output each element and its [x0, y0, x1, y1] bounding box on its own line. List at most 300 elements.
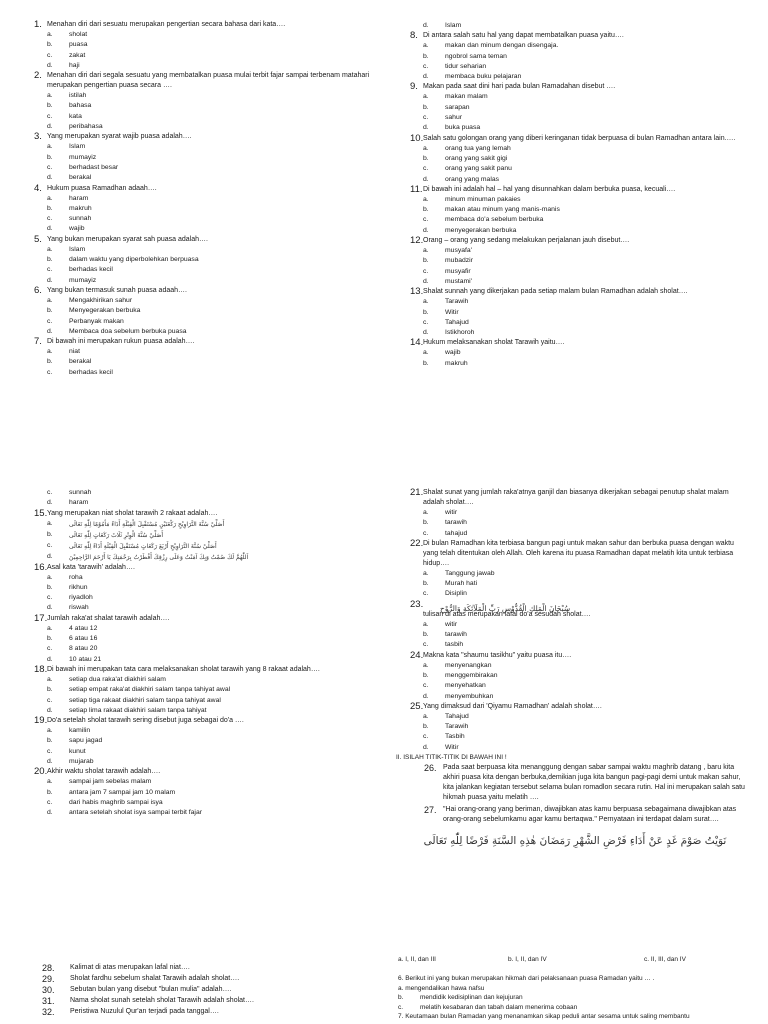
question-text: Di bulan Ramadhan kita terbiasa bangun pagi untuk makan sahur dan berbuka puasa dengan waktu yang telah ditentukan oleh Allah. Oleh karena itu puasa Ramadhan dapat melatih kita untuk terbiasa hidup…. — [423, 539, 734, 567]
question-text: Di bawah ini adalah hal – hal yang disunnahkan dalam berbuka puasa, kecuali…. — [423, 185, 676, 193]
option-letter: c. — [47, 317, 53, 325]
option — [410, 508, 745, 518]
option-letter: d. — [47, 809, 53, 817]
option-text: mubadzir — [445, 257, 473, 265]
option — [34, 30, 374, 40]
question-23: 23. — [410, 598, 424, 610]
option-text: musyafir — [445, 267, 471, 275]
option-text: makruh — [69, 204, 92, 212]
option — [34, 255, 374, 265]
question-number: 1. — [34, 19, 42, 30]
question — [410, 236, 745, 246]
option-letter: a. — [423, 712, 429, 720]
option-text: haram — [69, 499, 89, 507]
option — [410, 103, 745, 113]
option-letter: c. — [47, 163, 53, 171]
question-number: 29. — [42, 974, 55, 984]
option-letter: b. — [47, 686, 53, 694]
option — [410, 359, 745, 369]
option-text: dari habis maghrib sampai isya — [69, 798, 163, 806]
option — [34, 296, 374, 306]
question-text: Makan pada saat dini hari pada bulan Ramadahan disebut …. — [423, 83, 616, 91]
option — [34, 368, 374, 378]
option-text: musyafa' — [445, 247, 472, 255]
option-letter: b. — [423, 723, 429, 731]
option-letter: a. — [423, 509, 429, 516]
option — [34, 276, 374, 286]
option-text: makan malam — [445, 93, 488, 101]
option-letter: d. — [47, 61, 53, 69]
option — [410, 630, 745, 640]
option-text: 8 atau 20 — [69, 645, 98, 653]
option — [410, 529, 745, 539]
option — [34, 245, 374, 255]
option-letter: b. — [47, 307, 53, 315]
option — [34, 552, 374, 563]
question-number: 20. — [34, 766, 48, 778]
option — [34, 142, 374, 152]
question — [410, 488, 745, 508]
question — [410, 31, 745, 41]
option-letter: a. — [423, 349, 429, 357]
option-text: tidur seharian — [445, 62, 487, 70]
option-text: sholat — [69, 31, 88, 38]
option-letter: a. — [47, 348, 53, 356]
option-text: haji — [69, 61, 80, 69]
question-text: Sholat fardhu sebelum shalat Tarawih adalah sholat…. — [70, 975, 240, 982]
option-text: berakal — [69, 174, 92, 182]
option-arabic-text: أُصَلِّيْ سُنَّةَ الْوِتْرِ ثَلَاثَ رَكَعَاتٍ لِلّٰهِ تَعَالَى — [69, 531, 164, 539]
question-text: Yang dimaksud dari 'Qiyamu Ramadhan' adalah sholat…. — [423, 702, 602, 710]
option-text: antara jam 7 sampai jam 10 malam — [69, 788, 176, 796]
option — [410, 589, 745, 599]
question-text: Menahan diri dari segala sesuatu yang membatalkan puasa mulai terbit fajar sampai terbenam matahari merupakan pengertian puasa secara …. — [47, 72, 370, 90]
option — [410, 164, 745, 174]
question — [34, 985, 374, 995]
answer-choice-b: b. I, II, dan IV — [508, 956, 547, 963]
option-text: witir — [445, 620, 458, 628]
question-text: Hukum puasa Ramadhan adaah…. — [47, 184, 157, 192]
q23-arabic-text: سُبْحَانَ الْمَلِكِ الْقُدُّوْسِ رَبِّ الْمَلَآئِكَةِ وَالرُّوْحِ — [440, 603, 571, 613]
option-letter: c. — [47, 368, 53, 376]
option-text: makan dan minum dengan disengaja. — [445, 42, 559, 50]
option — [34, 706, 374, 716]
option-text: roha — [69, 573, 83, 581]
option-text: 6 atau 16 — [69, 635, 98, 643]
option-text: tahajud — [445, 529, 468, 537]
option — [410, 41, 745, 51]
option — [410, 277, 745, 287]
question-text: Di bawah ini merupakan rukun puasa adalah…. — [47, 338, 195, 346]
option — [34, 488, 374, 498]
question — [410, 651, 745, 661]
option — [34, 112, 374, 122]
option — [34, 214, 374, 224]
option — [410, 246, 745, 256]
question-number: 22. — [410, 537, 424, 549]
option — [34, 624, 374, 634]
question-text: Menahan diri dari sesuatu merupakan pengertian secara bahasa dari kata…. — [47, 21, 286, 28]
option — [34, 327, 374, 337]
option-text: Menyegerakan berbuka — [69, 307, 141, 315]
option-text: orang tua yang lemah — [445, 144, 511, 152]
option-text: wajib — [69, 225, 85, 233]
question — [34, 235, 374, 245]
option — [34, 530, 374, 541]
option-text: sunnah — [69, 215, 92, 223]
option — [410, 205, 745, 215]
option-letter: a. — [47, 778, 53, 786]
option — [410, 195, 745, 205]
question-number: 3. — [34, 131, 42, 143]
option-letter: a. — [423, 93, 429, 101]
option — [34, 798, 374, 808]
option — [34, 541, 374, 552]
option-letter: a. — [47, 624, 53, 632]
option — [410, 215, 745, 225]
option-letter: a. — [47, 519, 53, 527]
option — [34, 265, 374, 275]
option-letter: a. — [423, 620, 429, 628]
option-letter: b. — [423, 52, 429, 60]
option-letter: b. — [47, 530, 53, 538]
option — [34, 777, 374, 787]
question-text: Kalimat di atas merupakan lafal niat…. — [70, 964, 190, 971]
option — [34, 634, 374, 644]
option-text: mustami' — [445, 277, 472, 285]
option-letter: c. — [47, 541, 53, 549]
option-letter: b. — [47, 41, 53, 49]
question — [34, 20, 374, 30]
option — [410, 712, 745, 722]
option-letter: c. — [47, 112, 53, 120]
option — [34, 40, 374, 50]
option-text: ngobrol sama teman — [445, 52, 507, 60]
question-number: 25. — [410, 700, 424, 712]
option-letter: b. — [423, 103, 429, 111]
question — [34, 71, 374, 91]
question-text: Shalat sunat yang jumlah raka'atnya ganjil dan biasanya dikerjakan sebagai penutup shalat malam adalah sholat…. — [423, 489, 729, 506]
question — [34, 132, 374, 142]
question-number: 10. — [410, 132, 424, 144]
option — [410, 328, 745, 338]
option-text: berakal — [69, 358, 92, 366]
option-letter: a. — [423, 247, 429, 255]
option-text: istilah — [69, 92, 87, 100]
question-number: 28. — [42, 963, 55, 973]
option-text: sapu jagad — [69, 737, 103, 745]
option — [410, 267, 745, 277]
option-text: sampai jam sebelas malam — [69, 778, 152, 786]
option-letter: a. — [47, 727, 53, 735]
page3-left-column — [34, 963, 374, 1018]
option-letter: b. — [423, 671, 429, 679]
option-letter: a. — [47, 31, 53, 38]
option-text: sunnah — [69, 489, 92, 496]
question-text: Hukum melaksanakan sholat Tarawih yaitu…. — [423, 339, 565, 347]
option-letter: d. — [47, 174, 53, 182]
question-text: Yang bukan termasuk sunah puasa adaah…. — [47, 286, 187, 294]
option-text: riswah — [69, 604, 89, 612]
option — [410, 743, 745, 753]
option-text: berhadas kecil — [69, 266, 113, 274]
option-text: Islam — [69, 143, 86, 151]
option-text: Tarawih — [445, 298, 469, 306]
page2-left-column — [34, 488, 374, 819]
option-letter: d. — [423, 329, 429, 337]
option-letter: c. — [423, 267, 429, 275]
page3-right-column — [398, 955, 748, 1022]
option-text: setiap dua raka'at diakhiri salam — [69, 675, 166, 683]
option-text: Tanggung jawab — [445, 569, 495, 577]
question-27: 27. "Hai orang-orang yang beriman, diwajibkan atas kamu berpuasa sebagaimana diwajibkan atas orang-orang sebelumkamu agar kamu bertaqwa." Pernyataan ini terdapat dalam surat…. — [424, 805, 737, 824]
question — [34, 665, 374, 675]
option-letter: b. — [423, 519, 429, 527]
option-text: haram — [69, 194, 89, 202]
option: c. melatih kesabaran dan tabah dalam menerima cobaan — [398, 1003, 578, 1011]
option — [34, 696, 374, 706]
option-text: setiap tiga rakaat diakhiri salam tanpa tahiyat awal — [69, 696, 221, 704]
option — [410, 671, 745, 681]
option-letter: c. — [47, 266, 53, 274]
option-letter: a. — [423, 195, 429, 203]
answer-choices-row — [398, 955, 748, 964]
option — [34, 51, 374, 61]
question — [410, 287, 745, 297]
option-text: Tarawih — [445, 723, 469, 731]
option-text: Tahajud — [445, 712, 469, 720]
option-text: orang yang sakit panu — [445, 165, 512, 173]
option-letter: b. — [423, 631, 429, 639]
option — [34, 101, 374, 111]
option-letter: a. — [423, 42, 429, 50]
question — [410, 82, 745, 92]
option-letter: d. — [423, 743, 429, 751]
answer-choice-c: c. II, III, dan IV — [644, 956, 686, 963]
option-letter: c. — [423, 733, 429, 741]
option-letter: c. — [47, 215, 53, 223]
option-letter: d. — [423, 124, 429, 132]
question — [410, 338, 745, 348]
page1-right-column — [410, 21, 745, 369]
option-letter: a. — [47, 143, 53, 151]
option — [410, 297, 745, 307]
option-text: makan atau minum yang manis-manis — [445, 206, 560, 214]
option — [34, 498, 374, 508]
question-number: 9. — [410, 81, 418, 93]
option-text: menyenangkan — [445, 661, 492, 669]
question-7: 7. Keutamaan bulan Ramadan yang menanamkan sikap peduli antar sesama untuk saling membantu — [398, 1013, 690, 1020]
option-letter: b. — [47, 256, 53, 264]
question-number: 21. — [410, 487, 424, 498]
option — [410, 692, 745, 702]
option-text: kata — [69, 112, 82, 120]
option-text: Istikhoroh — [445, 329, 475, 337]
option: d. Islam — [423, 22, 462, 29]
page2-right-column — [396, 487, 745, 848]
option — [34, 808, 374, 818]
option-arabic-text: أُصَلِّيْ سُنَّةَ التَّرَاوِيْحِ رَكْعَتَيْنِ مُسْتَقْبِلَ الْقِبْلَةِ أَدَاءً مَأْمُوْمًا لِلّٰهِ تَعَالَى — [69, 520, 225, 528]
option — [34, 747, 374, 757]
q23-text: tulisan di atas merupakan lafal do'a sesudah sholat…. — [423, 610, 591, 618]
question-26: 26. Pada saat berpuasa kita menanggung dengan sabar sampai waktu maghrib datang , baru kita akhiri puasa kita dengan berbuka,demikian juga kita bangun pagi-pagi demi untuk makan sahur, kita jalankan kegiatan tersebut selama bulan romadlon secara rutin. Hal ini merupakan salah satu hikmah puasa yaitu melatih …. — [424, 763, 745, 802]
option-letter: b. — [423, 257, 429, 265]
option-text: berhadast besar — [69, 163, 119, 171]
option-letter: d. — [423, 226, 429, 234]
option — [410, 732, 745, 742]
question — [34, 286, 374, 296]
option-text: Mengakhirikan sahur — [69, 296, 133, 304]
question-number: 8. — [410, 30, 418, 42]
question — [34, 996, 374, 1006]
option-text: tarawih — [445, 631, 467, 639]
option — [410, 62, 745, 72]
option-letter: a. — [47, 573, 53, 581]
question — [410, 134, 745, 144]
option — [34, 204, 374, 214]
question-6: 6. Berikut ini yang bukan merupakan hikmah dari pelaksanaan puasa Ramadan yaitu … . a. mengendalikan hawa nafsu — [398, 975, 655, 992]
option-text: makruh — [445, 359, 468, 367]
option — [410, 579, 745, 589]
option-letter: a. — [47, 296, 53, 304]
question-text: Asal kata 'tarawih' adalah…. — [47, 563, 135, 571]
option — [410, 52, 745, 62]
option-text: 10 atau 21 — [69, 655, 102, 663]
option — [34, 603, 374, 613]
question-number: 24. — [410, 649, 424, 661]
option-letter: a. — [423, 144, 429, 152]
option-letter: d. — [47, 123, 53, 131]
option — [410, 256, 745, 266]
option-letter: d. — [423, 277, 429, 285]
question — [410, 702, 745, 712]
option-text: menyehatkan — [445, 682, 486, 690]
option-text: peribahasa — [69, 123, 103, 131]
option-text: menyembuhkan — [445, 692, 494, 700]
option-letter: d. — [47, 276, 53, 284]
option — [34, 91, 374, 101]
option-letter: c. — [47, 747, 53, 755]
question-text: Peristiwa Nuzulul Qur'an terjadi pada tanggal…. — [70, 1008, 219, 1015]
question — [34, 614, 374, 624]
question-number: 14. — [410, 337, 424, 349]
question — [34, 1007, 374, 1017]
question-number: 5. — [34, 233, 42, 245]
option-letter: c. — [47, 798, 53, 806]
option-letter: d. — [47, 327, 53, 335]
option-letter: d. — [47, 499, 53, 507]
option — [34, 194, 374, 204]
option — [34, 317, 374, 327]
question-number: 19. — [34, 715, 48, 727]
section-2-heading: II. ISILAH TITIK-TITIK DI BAWAH INI ! — [396, 754, 507, 762]
option-text: kamilin — [69, 727, 91, 735]
option-text: berhadas kecil — [69, 368, 113, 376]
option-text: bahasa — [69, 102, 92, 110]
option — [34, 224, 374, 234]
option-letter: c. — [47, 594, 53, 602]
option-letter: b. — [423, 580, 429, 588]
option — [34, 61, 374, 71]
option-letter: b. — [47, 788, 53, 796]
option — [410, 308, 745, 318]
option — [34, 347, 374, 357]
option-text: zakat — [69, 51, 86, 59]
question-number: 4. — [34, 182, 42, 194]
option-text: kunut — [69, 747, 86, 755]
option-text: mumayiz — [69, 153, 97, 161]
question-number: 31. — [42, 996, 55, 1006]
question — [34, 337, 374, 347]
option-letter: b. — [47, 358, 53, 366]
question-number: 17. — [34, 612, 48, 624]
option-text: mumayiz — [69, 276, 97, 284]
option — [410, 154, 745, 164]
option-text: menyegerakan berbuka — [445, 226, 517, 234]
question-number: 2. — [34, 70, 42, 82]
option-letter: c. — [47, 645, 53, 653]
option-letter: c. — [423, 318, 429, 326]
question-text: Akhir waktu sholat tarawih adalah…. — [47, 768, 161, 776]
option-letter: c. — [423, 114, 429, 122]
option — [410, 113, 745, 123]
question-text: Nama sholat sunah setelah sholat Tarawih adalah sholat…. — [70, 997, 254, 1004]
option — [410, 348, 745, 358]
question-number: 30. — [42, 985, 55, 995]
option-letter: c. — [423, 216, 429, 224]
option — [34, 736, 374, 746]
option-letter: b. — [47, 583, 53, 591]
option — [34, 685, 374, 695]
question-number: 12. — [410, 235, 424, 247]
option-text: Murah hati — [445, 580, 478, 588]
option-letter: a. — [423, 661, 429, 669]
option-letter: c. — [47, 51, 53, 59]
option — [34, 757, 374, 767]
niat-arabic-text: نَوَيْتُ صَوْمَ غَدٍ عَنْ أَدَاءِ فَرْضِ الشَّهْرِ رَمَضَانَ هٰذِهِ السَّنَةِ فَرْضًا لِلّٰهِ تَعَالَى — [423, 835, 727, 848]
option-text: Tasbih — [445, 733, 465, 741]
question — [34, 767, 374, 777]
question-text: Makna kata "shaumu tasikhu" yaitu puasa itu…. — [423, 651, 572, 659]
option-text: dalam waktu yang diperbolehkan berpuasa — [69, 256, 199, 264]
option-letter: c. — [423, 682, 429, 690]
option — [410, 175, 745, 185]
option-text: menggembirakan — [445, 671, 498, 679]
question-number: 11. — [410, 183, 423, 195]
option: b. mendidik kedisiplinan dan kejujuran — [398, 994, 523, 1001]
question-text: Di antara salah satu hal yang dapat membatalkan puasa yaitu…. — [423, 32, 624, 40]
question-number: 18. — [34, 663, 48, 675]
question-number: 7. — [34, 336, 42, 348]
option-text: mujarab — [69, 758, 94, 766]
option-letter: a. — [47, 245, 53, 253]
option-letter: d. — [47, 604, 53, 612]
option — [410, 640, 745, 650]
option-text: witir — [445, 509, 458, 516]
option-text: Islam — [69, 245, 86, 253]
option-letter: d. — [47, 552, 53, 560]
option-text: riyadloh — [69, 594, 93, 602]
option — [34, 726, 374, 736]
option-text: Perbanyak makan — [69, 317, 124, 325]
option-text: sarapan — [445, 103, 470, 111]
option-letter: b. — [47, 635, 53, 643]
option-text: setiap empat raka'at diakhiri salam tanpa tahiyat awal — [69, 686, 231, 694]
option-text: Witir — [445, 308, 459, 316]
option-arabic-text: أُصَلِّيْ سُنَّةَ التَّرَاوِيْحِ أَرْبَعَ رَكَعَاتٍ مُسْتَقْبِلَ الْقِبْلَةِ أَدَاءً لِلّٰهِ تَعَالَى — [69, 542, 217, 550]
option-letter: b. — [423, 308, 429, 316]
option — [410, 72, 745, 82]
